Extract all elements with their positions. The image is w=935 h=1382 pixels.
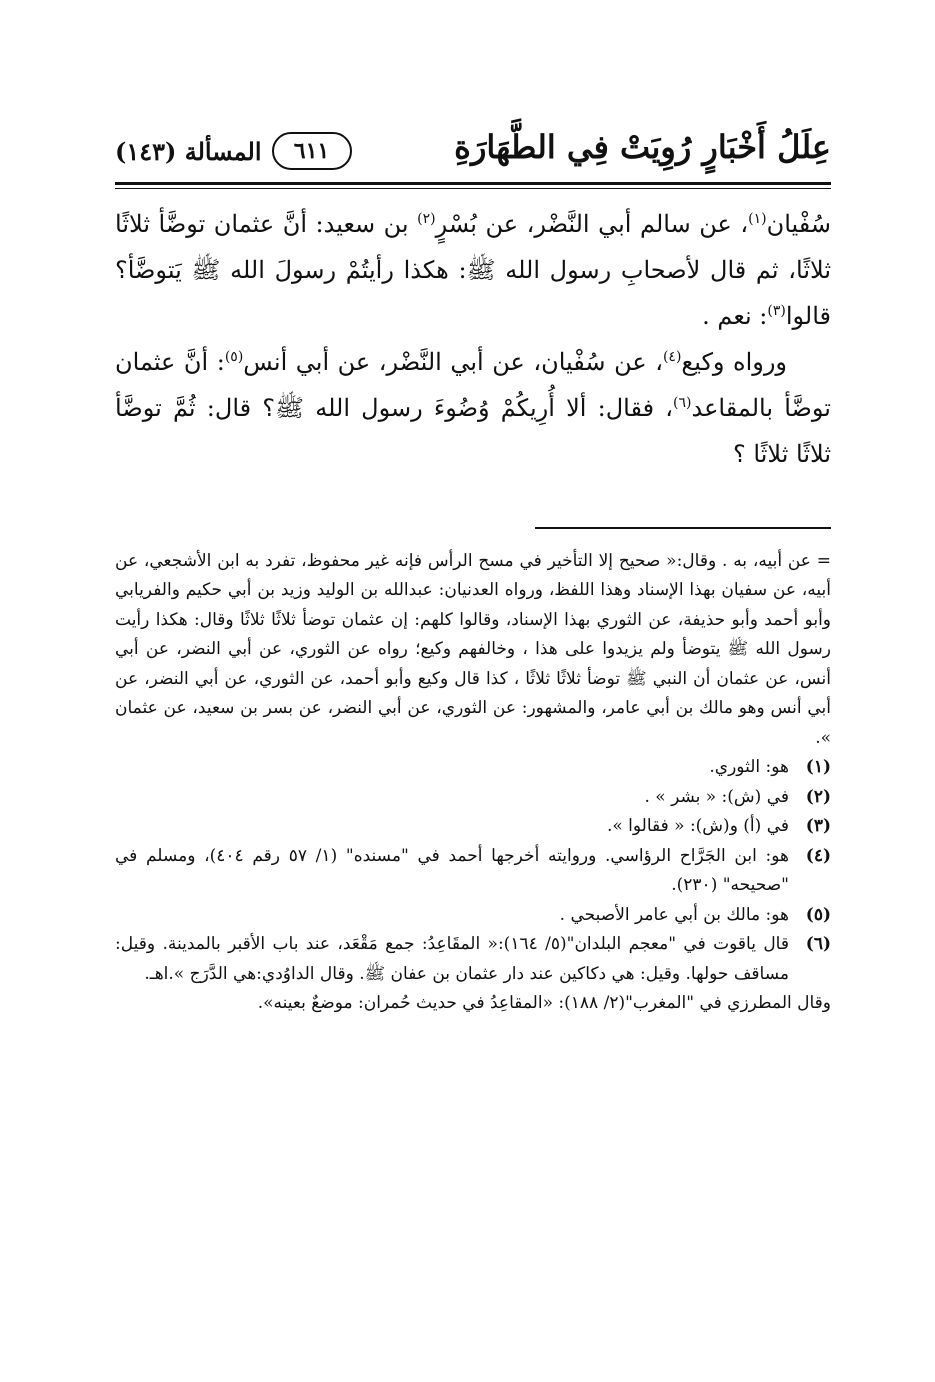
header-rule-thin — [115, 188, 831, 189]
text-span: : أنَّ عثمان توضَّأ بالمقاعد — [115, 348, 831, 422]
text-span: ، فقال: ألا أُرِيكُمْ وُضُوءَ رسول الله ﷺ؟ قال: ثُمَّ توضَّأ ثلاثًا ثلاثًا ؟ — [115, 394, 831, 468]
main-paragraph — [115, 201, 831, 339]
text-span: ، عن سُفْيان، عن أبي النَّضْر، عن أبي أنس — [243, 348, 663, 376]
footnote-item — [115, 842, 831, 901]
page-number: ٦١١ — [272, 132, 352, 170]
book-page — [115, 120, 831, 1019]
footnote-item — [115, 783, 831, 813]
footnote-separator — [535, 527, 831, 529]
text-span: ، عن سالم أبي النَّضْر، عن بُسْرٍ — [435, 210, 749, 238]
footnote-ref: (٥) — [224, 349, 244, 365]
footnote-list — [115, 753, 831, 989]
main-paragraph — [115, 339, 831, 477]
main-text — [115, 201, 831, 477]
footnote-item — [115, 930, 831, 989]
footnote-ref: (٣) — [767, 303, 786, 319]
issue-label: المسألة (١٤٣) — [115, 136, 262, 166]
footnote-ref: (٢) — [417, 211, 436, 227]
text-span: ورواه وكيع — [681, 348, 787, 376]
footnote-text: هو: مالك بن أبي عامر الأصبحي . — [559, 904, 789, 925]
footnote-number: (٣) — [805, 816, 831, 836]
text-span: سُفْيان — [766, 210, 831, 238]
footnote-ref: (١) — [748, 211, 767, 227]
footnote-text: في (أ) و(ش): « فقالوا ». — [606, 816, 789, 836]
page-header — [115, 120, 831, 180]
footnote-number: (٢) — [805, 786, 831, 807]
footnote-item — [115, 753, 831, 783]
footnote-text: قال ياقوت في "معجم البلدان"(٥/ ١٦٤):« المقَاعِدُ: جمع مَقْعَد، عند باب الأقبر بالمدينة. وقيل: مساقف حولها. وقيل: هي دكاكين عند دار عثمان بن عفان ﷺ. وقال الداوُدي:هي الدَّرَج ».اهـ. — [115, 934, 789, 984]
header-rule-thick — [115, 182, 831, 185]
text-span: : نعم . — [702, 302, 768, 330]
footnote-text: في (ش): « بشر » . — [644, 786, 789, 807]
footnote-number: (١) — [805, 757, 831, 777]
header-meta — [115, 132, 352, 170]
footnotes — [115, 547, 831, 1019]
footnote-text: هو: الثوري. — [709, 757, 789, 777]
footnote-item — [115, 812, 831, 842]
footnote-ref: (٤) — [662, 349, 682, 365]
footnote-continuation: = عن أبيه، به . وقال:« صحيح إلا التأخير في مسح الرأس فإنه غير محفوظ، تفرد به ابن الأشجعي، عن أبيه، عن سفيان بهذا الإسناد وهذا اللفظ، ورواه العدنيان: عبدالله بن الوليد وزيد بن أبي حكيم والفريابي وأبو أحمد وأبو حذيفة، عن الثوري بهذا الإسناد، وقالوا كلهم: إن عثمان توضأ ثلاثًا ثلاثًا وقال: هكذا رأيت رسول الله ﷺ يتوضأ ولم يزيدوا على هذا ، وخالفهم وكيع؛ رواه عن الثوري، عن أبي النضر، عن أبي أنس، عن عثمان أن النبي ﷺ توضأ ثلاثًا ثلاثًا ، كذا قال وكيع وأبو أحمد، عن الثوري، عن أبي النضر، عن أبي أنس وهو مالك بن أبي عامر، والمشهور: عن الثوري، عن أبي النضر، عن بسر بن سعيد، عن عثمان ». — [115, 550, 832, 748]
footnote-number: (٦) — [805, 934, 831, 954]
footnote-text: هو: ابن الجَرَّاح الرؤاسي. وروايته أخرجها أحمد في "مسنده" (١/ ٥٧ رقم ٤٠٤)، ومسلم في "صحيحه" (٢٣٠). — [115, 845, 789, 895]
footnote-number: (٤) — [805, 845, 831, 866]
book-title: عِلَلُ أَخْبَارٍ رُوِيَتْ فِي الطَّهَارَةِ — [454, 128, 831, 166]
footnote-ref: (٦) — [673, 395, 692, 411]
footnote-extra: وقال المطرزي في "المغرب"(٢/ ١٨٨): «المقاعِدُ في حديث حُمران: موضعٌ بعينه». — [257, 993, 831, 1013]
text-span: بن سعيد: أنَّ عثمان توضَّأ ثلاثًا ثلاثًا، ثم قال لأصحابِ رسول الله ﷺ: هكذا رأيتُمْ رسولَ الله ﷺ يَتوضَّأ؟ قالوا — [115, 210, 831, 330]
footnote-item — [115, 901, 831, 931]
footnote-number: (٥) — [805, 904, 831, 925]
